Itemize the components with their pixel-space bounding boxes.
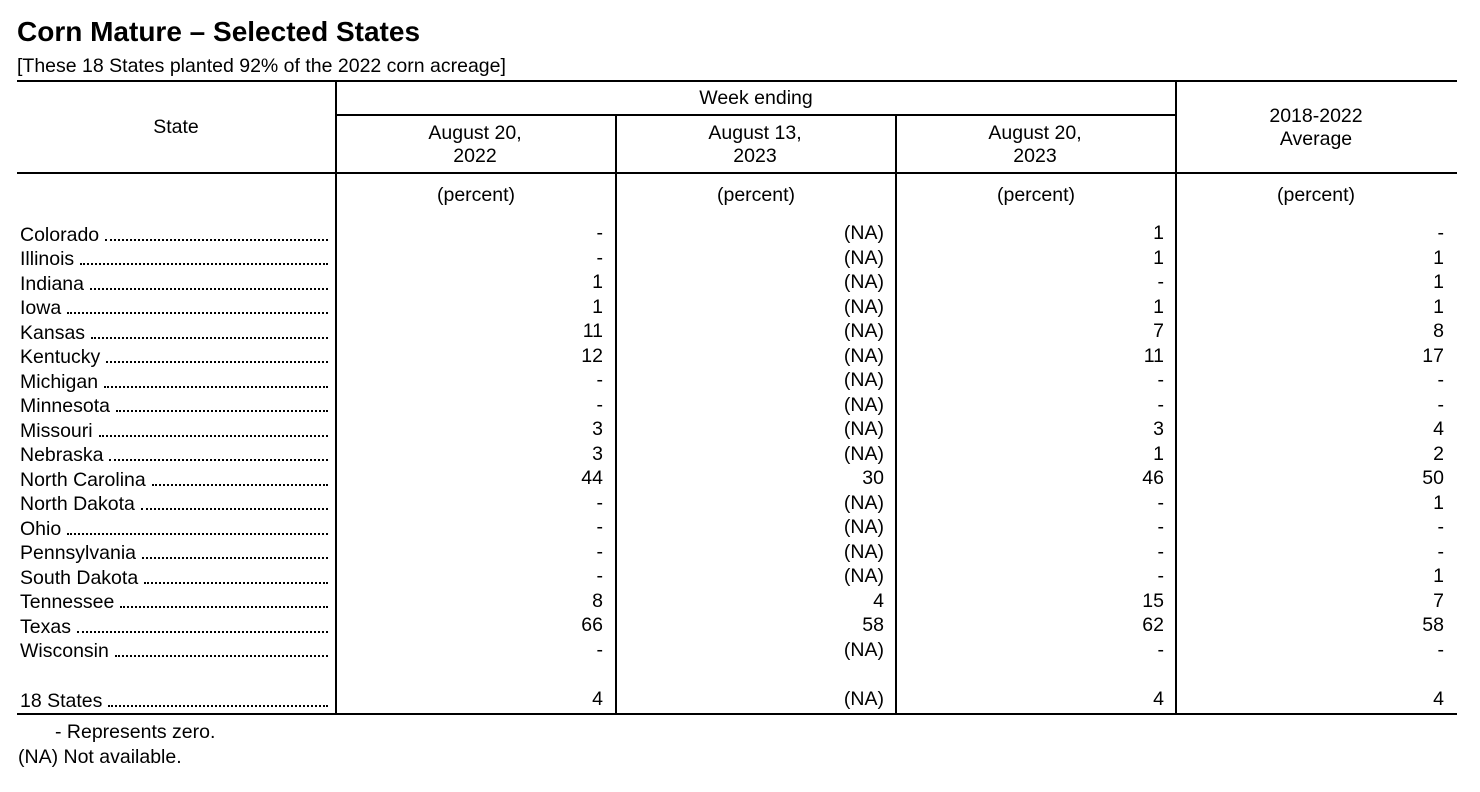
table-row xyxy=(0,221,1480,246)
state-name: Ohio xyxy=(20,517,62,540)
value-aug13-2023: (NA) xyxy=(843,565,884,587)
value-aug20-2022: - xyxy=(596,516,603,538)
value-aug20-2022: - xyxy=(596,222,603,244)
value-aug20-2022: 12 xyxy=(581,344,603,367)
value-average: 1 xyxy=(1433,491,1444,514)
value-aug20-2023: 7 xyxy=(1153,320,1164,342)
value-aug20-2023: 1 xyxy=(1153,246,1164,269)
total-aug20-2023: 4 xyxy=(1153,688,1164,710)
dot-leader xyxy=(104,386,328,388)
value-aug13-2023: (NA) xyxy=(843,369,884,391)
header-col-aug20-2022: August 20, 2022 xyxy=(428,122,522,167)
table-row xyxy=(0,393,1480,418)
state-name: Kentucky xyxy=(20,346,101,368)
value-average: 4 xyxy=(1433,418,1444,440)
dot-leader xyxy=(105,239,328,241)
value-aug20-2022: 3 xyxy=(592,418,603,440)
state-name: North Carolina xyxy=(20,468,146,491)
dot-leader xyxy=(141,508,328,510)
table-row xyxy=(0,295,1480,320)
value-aug20-2023: - xyxy=(1157,393,1164,416)
value-aug20-2022: - xyxy=(596,491,603,514)
footnote-zero: - Represents zero. xyxy=(55,721,216,743)
state-name: Tennessee xyxy=(20,591,115,613)
dot-leader xyxy=(106,361,328,363)
table-row xyxy=(0,466,1480,491)
value-aug13-2023: (NA) xyxy=(843,638,884,661)
value-aug20-2023: 3 xyxy=(1153,418,1164,440)
value-aug13-2023: (NA) xyxy=(843,442,884,465)
dot-leader xyxy=(120,606,328,608)
value-average: 1 xyxy=(1433,295,1444,318)
total-aug20-2022: 4 xyxy=(592,688,603,710)
value-aug13-2023: (NA) xyxy=(843,222,884,244)
value-aug13-2023: (NA) xyxy=(843,271,884,293)
value-aug13-2023: 30 xyxy=(862,467,884,489)
table-row xyxy=(0,442,1480,467)
value-aug20-2023: - xyxy=(1157,638,1164,661)
value-average: - xyxy=(1437,638,1444,661)
page-subtitle: [These 18 States planted 92% of the 2022 corn acreage] xyxy=(17,55,506,77)
value-aug20-2023: - xyxy=(1157,271,1164,293)
table-row xyxy=(0,417,1480,442)
state-cell xyxy=(20,368,328,393)
total-aug13-2023: (NA) xyxy=(843,688,884,710)
state-cell xyxy=(20,319,328,344)
header-col-aug20-2023: August 20, 2023 xyxy=(988,122,1082,167)
state-cell xyxy=(20,540,328,565)
table-row xyxy=(0,344,1480,369)
value-aug20-2022: 8 xyxy=(592,589,603,612)
value-aug20-2023: - xyxy=(1157,516,1164,538)
dot-leader xyxy=(67,533,328,535)
value-average: 1 xyxy=(1433,271,1444,293)
value-average: 1 xyxy=(1433,565,1444,587)
value-aug20-2023: - xyxy=(1157,565,1164,587)
unit-label-col2: (percent) xyxy=(716,184,796,206)
table-row xyxy=(0,368,1480,393)
state-name: Kansas xyxy=(20,321,86,344)
value-aug20-2022: 44 xyxy=(581,467,603,489)
table-row xyxy=(0,589,1480,614)
header-col-aug13-2023: August 13, 2023 xyxy=(708,122,802,167)
state-cell xyxy=(20,589,328,614)
dot-leader xyxy=(144,582,328,584)
unit-label-col1: (percent) xyxy=(436,184,516,206)
value-average: - xyxy=(1437,222,1444,244)
state-cell xyxy=(20,491,328,516)
state-name: Michigan xyxy=(20,370,99,393)
value-aug20-2023: 62 xyxy=(1142,614,1164,636)
value-aug13-2023: (NA) xyxy=(843,295,884,318)
state-name: Missouri xyxy=(20,419,93,442)
value-average: - xyxy=(1437,540,1444,563)
state-cell xyxy=(20,442,328,467)
header-col-average: 2018-2022 Average xyxy=(1269,105,1363,150)
state-cell xyxy=(20,295,328,320)
unit-label-col3: (percent) xyxy=(996,184,1076,206)
value-aug13-2023: (NA) xyxy=(843,320,884,342)
table-row xyxy=(0,246,1480,271)
table-bottom-rule xyxy=(17,713,1457,715)
value-aug20-2023: 15 xyxy=(1142,589,1164,612)
value-aug13-2023: (NA) xyxy=(843,418,884,440)
state-name: Indiana xyxy=(20,272,84,295)
value-aug13-2023: (NA) xyxy=(843,246,884,269)
dot-leader xyxy=(109,459,328,461)
dot-leader xyxy=(90,288,328,290)
value-aug20-2022: 66 xyxy=(581,614,603,636)
value-aug20-2022: - xyxy=(596,540,603,563)
value-average: 50 xyxy=(1422,467,1444,489)
table-row xyxy=(0,270,1480,295)
state-cell xyxy=(20,246,328,271)
value-average: - xyxy=(1437,369,1444,391)
table-top-rule xyxy=(17,80,1457,82)
state-cell xyxy=(20,687,328,712)
value-aug20-2022: - xyxy=(596,369,603,391)
state-name: Colorado xyxy=(20,223,100,246)
table-row xyxy=(0,613,1480,638)
dot-leader xyxy=(152,484,328,486)
value-aug20-2023: - xyxy=(1157,540,1164,563)
value-aug20-2023: 11 xyxy=(1143,344,1164,367)
state-name: Illinois xyxy=(20,248,75,270)
value-aug20-2023: - xyxy=(1157,369,1164,391)
dot-leader xyxy=(115,655,328,657)
value-aug20-2023: 1 xyxy=(1153,442,1164,465)
state-name: South Dakota xyxy=(20,566,139,589)
value-average: 2 xyxy=(1433,442,1444,465)
table-row xyxy=(0,515,1480,540)
page-title: Corn Mature – Selected States xyxy=(17,16,421,47)
value-aug13-2023: (NA) xyxy=(843,344,884,367)
value-aug20-2023: 46 xyxy=(1142,467,1164,489)
value-aug13-2023: (NA) xyxy=(843,491,884,514)
state-name: Wisconsin xyxy=(20,640,109,662)
state-cell xyxy=(20,417,328,442)
state-name: North Dakota xyxy=(20,493,135,515)
table-row xyxy=(0,638,1480,663)
header-week-ending: Week ending xyxy=(699,87,813,109)
value-aug20-2022: - xyxy=(596,565,603,587)
table-row xyxy=(0,564,1480,589)
value-average: 7 xyxy=(1433,589,1444,612)
value-aug20-2022: 11 xyxy=(582,320,603,342)
value-aug20-2023: 1 xyxy=(1153,222,1164,244)
value-average: 17 xyxy=(1422,344,1444,367)
header-state: State xyxy=(153,116,199,138)
dot-leader xyxy=(77,631,328,633)
value-aug13-2023: (NA) xyxy=(843,516,884,538)
dot-leader xyxy=(80,263,328,265)
total-label: 18 States xyxy=(20,689,103,712)
state-cell xyxy=(20,221,328,246)
state-cell xyxy=(20,344,328,369)
value-aug13-2023: (NA) xyxy=(843,393,884,416)
state-name: Nebraska xyxy=(20,444,104,466)
value-aug20-2022: - xyxy=(596,638,603,661)
dot-leader xyxy=(99,435,328,437)
table-row xyxy=(0,491,1480,516)
total-row xyxy=(0,687,1480,712)
value-aug20-2022: 3 xyxy=(592,442,603,465)
state-name: Iowa xyxy=(20,297,62,319)
value-aug20-2022: - xyxy=(596,393,603,416)
value-average: - xyxy=(1437,516,1444,538)
value-aug20-2023: 1 xyxy=(1153,295,1164,318)
value-aug13-2023: 58 xyxy=(862,614,884,636)
state-name: Texas xyxy=(20,615,71,638)
value-aug13-2023: (NA) xyxy=(843,540,884,563)
footnote-na: (NA) Not available. xyxy=(18,746,182,768)
state-cell xyxy=(20,270,328,295)
week-ending-rule xyxy=(336,114,1177,116)
dot-leader xyxy=(142,557,328,559)
value-aug20-2023: - xyxy=(1157,491,1164,514)
state-cell xyxy=(20,638,328,663)
value-aug20-2022: - xyxy=(596,246,603,269)
value-aug20-2022: 1 xyxy=(592,295,603,318)
dot-leader xyxy=(67,312,328,314)
table-row xyxy=(0,319,1480,344)
header-bottom-rule xyxy=(17,172,1457,174)
state-cell xyxy=(20,613,328,638)
unit-label-col4: (percent) xyxy=(1276,184,1356,206)
state-cell xyxy=(20,515,328,540)
value-aug13-2023: 4 xyxy=(873,589,884,612)
dot-leader xyxy=(116,410,328,412)
state-cell xyxy=(20,393,328,418)
value-average: 8 xyxy=(1433,320,1444,342)
value-average: 58 xyxy=(1422,614,1444,636)
state-name: Minnesota xyxy=(20,395,110,417)
table-row xyxy=(0,540,1480,565)
dot-leader xyxy=(91,337,328,339)
total-average: 4 xyxy=(1433,688,1444,710)
dot-leader xyxy=(108,705,328,707)
state-name: Pennsylvania xyxy=(20,542,136,564)
value-average: 1 xyxy=(1433,246,1444,269)
state-cell xyxy=(20,466,328,491)
value-average: - xyxy=(1437,393,1444,416)
value-aug20-2022: 1 xyxy=(592,271,603,293)
state-cell xyxy=(20,564,328,589)
